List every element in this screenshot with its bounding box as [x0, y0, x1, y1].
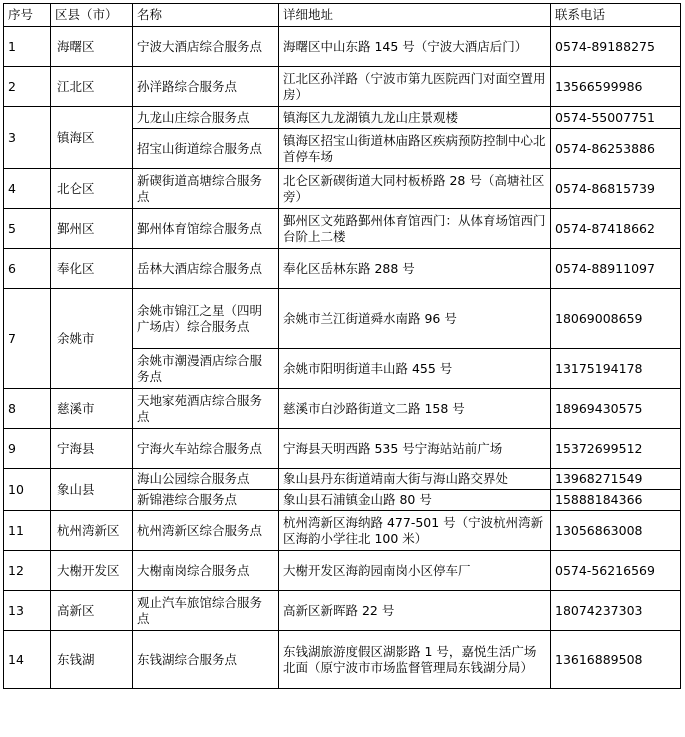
address-cell: 慈溪市白沙路街道文二路 158 号: [279, 389, 551, 429]
phone-cell: 18069008659: [551, 289, 681, 349]
district-cell: 东钱湖: [51, 631, 133, 689]
name-cell: 宁海火车站综合服务点: [133, 429, 279, 469]
row-number: 4: [4, 169, 51, 209]
name-cell: 新碶街道高塘综合服务点: [133, 169, 279, 209]
address-cell: 奉化区岳林东路 288 号: [279, 249, 551, 289]
phone-cell: 0574-55007751: [551, 107, 681, 129]
table-row: [4, 169, 681, 209]
name-cell: 天地家苑酒店综合服务点: [133, 389, 279, 429]
district-cell: 奉化区: [51, 249, 133, 289]
table-row: [4, 469, 681, 490]
address-cell: 杭州湾新区海纳路 477-501 号（宁波杭州湾新区海韵小学往北 100 米）: [279, 511, 551, 551]
phone-cell: 13566599986: [551, 67, 681, 107]
address-cell: 象山县丹东街道靖南大街与海山路交界处: [279, 469, 551, 490]
phone-cell: 0574-86253886: [551, 129, 681, 169]
service-points-table: [3, 3, 681, 689]
district-cell: 鄞州区: [51, 209, 133, 249]
address-cell: 高新区新晖路 22 号: [279, 591, 551, 631]
district-cell: 江北区: [51, 67, 133, 107]
table-body: [4, 27, 681, 689]
table-row: [4, 27, 681, 67]
name-cell: 海山公园综合服务点: [133, 469, 279, 490]
table-row: [4, 289, 681, 349]
table-row: [4, 107, 681, 129]
address-cell: 镇海区九龙湖镇九龙山庄景观楼: [279, 107, 551, 129]
header-name: 名称: [133, 4, 279, 27]
row-number: 5: [4, 209, 51, 249]
row-number: 11: [4, 511, 51, 551]
table-row: [4, 249, 681, 289]
table-row: [4, 67, 681, 107]
header-address: 详细地址: [279, 4, 551, 27]
name-cell: 观止汽车旅馆综合服务点: [133, 591, 279, 631]
row-number: 13: [4, 591, 51, 631]
address-cell: 海曙区中山东路 145 号（宁波大酒店后门）: [279, 27, 551, 67]
name-cell: 招宝山街道综合服务点: [133, 129, 279, 169]
row-number: 14: [4, 631, 51, 689]
table-row: [4, 591, 681, 631]
name-cell: 东钱湖综合服务点: [133, 631, 279, 689]
name-cell: 余姚市潮漫酒店综合服务点: [133, 349, 279, 389]
name-cell: 大榭南岗综合服务点: [133, 551, 279, 591]
address-cell: 北仑区新碶街道大同村板桥路 28 号（高塘社区旁）: [279, 169, 551, 209]
address-cell: 余姚市阳明街道丰山路 455 号: [279, 349, 551, 389]
district-cell: 海曙区: [51, 27, 133, 67]
phone-cell: 0574-86815739: [551, 169, 681, 209]
header-no: 序号: [4, 4, 51, 27]
row-number: 9: [4, 429, 51, 469]
district-cell: 象山县: [51, 469, 133, 511]
name-cell: 杭州湾新区综合服务点: [133, 511, 279, 551]
district-cell: 镇海区: [51, 107, 133, 169]
address-cell: 东钱湖旅游度假区湖影路 1 号，嘉悦生活广场北面（原宁波市市场监督管理局东钱湖分局）: [279, 631, 551, 689]
phone-cell: 15372699512: [551, 429, 681, 469]
name-cell: 新锦港综合服务点: [133, 490, 279, 511]
table-row: [4, 551, 681, 591]
row-number: 12: [4, 551, 51, 591]
district-cell: 宁海县: [51, 429, 133, 469]
name-cell: 九龙山庄综合服务点: [133, 107, 279, 129]
name-cell: 宁波大酒店综合服务点: [133, 27, 279, 67]
district-cell: 大榭开发区: [51, 551, 133, 591]
address-cell: 镇海区招宝山街道林庙路区疾病预防控制中心北首停车场: [279, 129, 551, 169]
district-cell: 杭州湾新区: [51, 511, 133, 551]
phone-cell: 13056863008: [551, 511, 681, 551]
header-row: [4, 4, 681, 27]
row-number: 10: [4, 469, 51, 511]
address-cell: 余姚市兰江街道舜水南路 96 号: [279, 289, 551, 349]
name-cell: 鄞州体育馆综合服务点: [133, 209, 279, 249]
table-row: [4, 429, 681, 469]
address-cell: 江北区孙洋路（宁波市第九医院西门对面空置用房）: [279, 67, 551, 107]
name-cell: 孙洋路综合服务点: [133, 67, 279, 107]
header-phone: 联系电话: [551, 4, 681, 27]
table-row: [4, 209, 681, 249]
header-district: 区县（市）: [51, 4, 133, 27]
district-cell: 慈溪市: [51, 389, 133, 429]
name-cell: 余姚市锦江之星（四明广场店）综合服务点: [133, 289, 279, 349]
phone-cell: 0574-88911097: [551, 249, 681, 289]
phone-cell: 18074237303: [551, 591, 681, 631]
address-cell: 鄞州区文苑路鄞州体育馆西门：从体育场馆西门台阶上二楼: [279, 209, 551, 249]
table-row: [4, 631, 681, 689]
row-number: 1: [4, 27, 51, 67]
row-number: 7: [4, 289, 51, 389]
phone-cell: 0574-87418662: [551, 209, 681, 249]
row-number: 2: [4, 67, 51, 107]
phone-cell: 13616889508: [551, 631, 681, 689]
phone-cell: 18969430575: [551, 389, 681, 429]
district-cell: 北仑区: [51, 169, 133, 209]
name-cell: 岳林大酒店综合服务点: [133, 249, 279, 289]
district-cell: 高新区: [51, 591, 133, 631]
phone-cell: 13175194178: [551, 349, 681, 389]
phone-cell: 0574-56216569: [551, 551, 681, 591]
address-cell: 象山县石浦镇金山路 80 号: [279, 490, 551, 511]
row-number: 8: [4, 389, 51, 429]
row-number: 3: [4, 107, 51, 169]
phone-cell: 15888184366: [551, 490, 681, 511]
district-cell: 余姚市: [51, 289, 133, 389]
address-cell: 宁海县天明西路 535 号宁海站站前广场: [279, 429, 551, 469]
address-cell: 大榭开发区海韵园南岗小区停车厂: [279, 551, 551, 591]
table-row: [4, 511, 681, 551]
phone-cell: 13968271549: [551, 469, 681, 490]
row-number: 6: [4, 249, 51, 289]
table-row: [4, 389, 681, 429]
phone-cell: 0574-89188275: [551, 27, 681, 67]
